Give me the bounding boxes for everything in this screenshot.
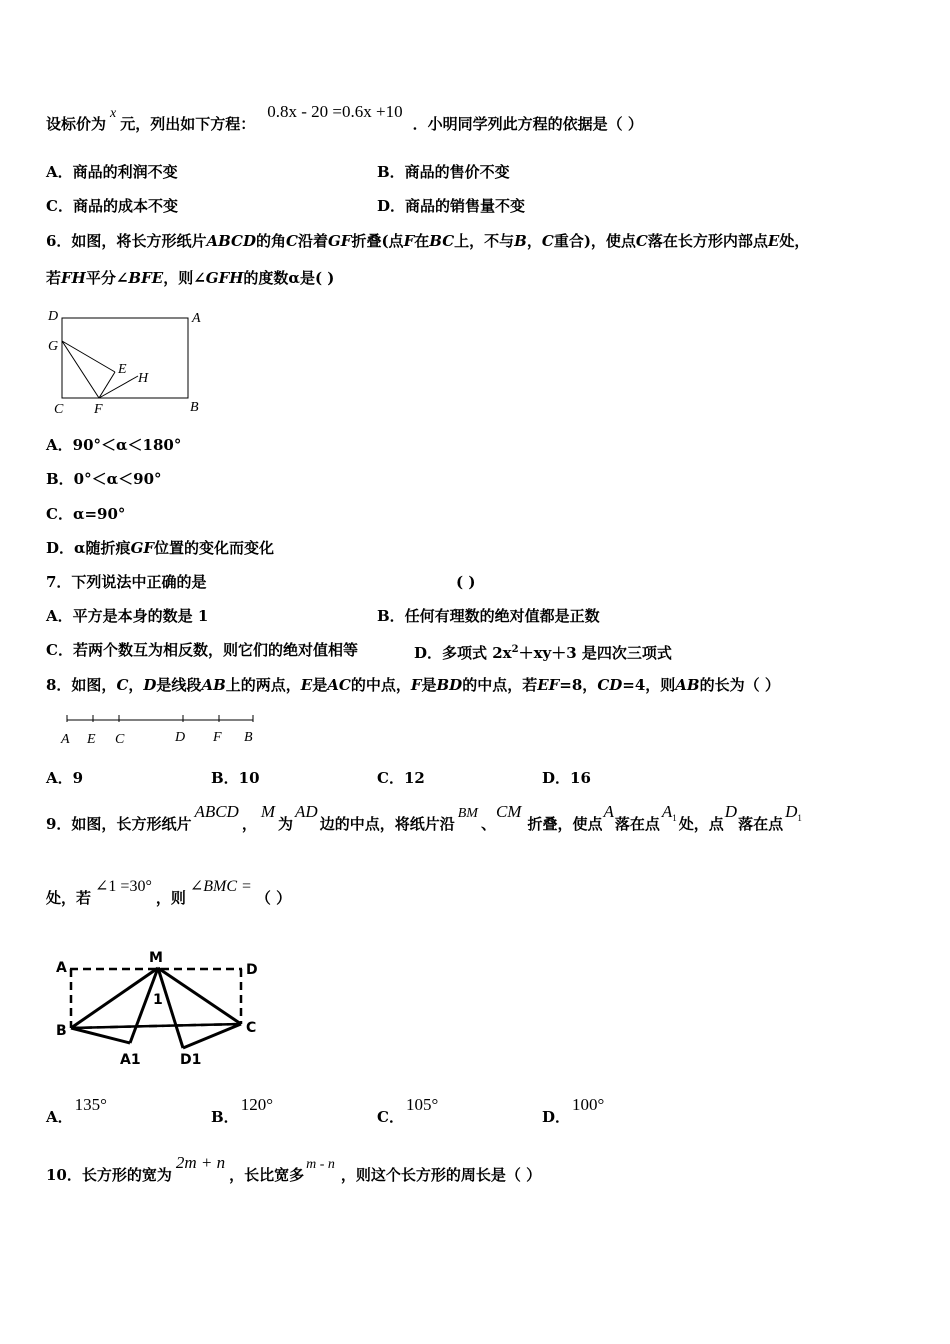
q9-option-b: B．120° <box>211 1095 273 1126</box>
q7-option-a: A．平方是本身的数是 1 <box>46 607 209 625</box>
q5-option-b: B．商品的售价不变 <box>377 163 510 181</box>
q8-label-a: A <box>61 732 70 747</box>
q8-option-d: D．16 <box>542 769 591 787</box>
q9-option-a: A．135° <box>46 1095 107 1126</box>
q9-label-angle-1: 1 <box>153 992 163 1008</box>
q9-segment-d1c <box>183 1024 241 1048</box>
q6-figure <box>44 306 214 416</box>
q6-label-f: F <box>94 402 103 417</box>
q9-label-b: B <box>56 1023 67 1039</box>
q6-option-b: B．0°＜α＜90° <box>46 470 162 488</box>
q6-label-h: H <box>138 371 149 386</box>
q7-paren: ( ) <box>456 573 476 591</box>
q10-stem: 10．长方形的宽为2m + n，长比宽多m - n，则这个长方形的周长是（ ） <box>46 1153 542 1184</box>
q8-label-b: B <box>244 730 253 745</box>
q6-rectangle <box>62 318 188 398</box>
q9-segment-md1 <box>158 968 183 1048</box>
q6-label-b: B <box>190 400 199 415</box>
q6-ray-fh <box>99 376 138 398</box>
q9-stem-line2: 处，若∠1 =30°，则∠BMC =（ ） <box>46 878 292 907</box>
q7-option-c: C．若两个数互为相反数，则它们的绝对值相等 <box>46 641 358 659</box>
q7-stem: 7．下列说法中正确的是 <box>46 573 207 591</box>
q6-stem-line2: 若FH平分∠BFE，则∠GFH的度数α是( ) <box>46 269 335 287</box>
q6-label-c: C <box>54 402 64 417</box>
q9-option-c: C．105° <box>377 1095 439 1126</box>
q10-diff-expr: m - n <box>306 1157 335 1172</box>
q6-option-d: D．α随折痕GF位置的变化而变化 <box>46 539 275 557</box>
q6-option-c: C．α=90° <box>46 505 126 523</box>
q9-fold-cm <box>158 968 241 1024</box>
q6-label-d: D <box>48 309 59 324</box>
q9-label-m: M <box>149 950 163 966</box>
q6-label-g: G <box>48 339 59 354</box>
q10-width-expr: 2m + n <box>175 1153 226 1172</box>
q9-figure <box>52 944 282 1074</box>
q9-fold-bm <box>71 968 158 1028</box>
q7-option-b: B．任何有理数的绝对值都是正数 <box>377 607 600 625</box>
q9-segment-ba1 <box>71 1028 130 1043</box>
q9-option-d: D．100° <box>542 1095 605 1126</box>
q5-option-d: D．商品的销售量不变 <box>377 197 526 215</box>
q5-var-x: x <box>110 106 117 121</box>
q9-label-d: D <box>246 962 258 978</box>
q9-label-d1: D1 <box>180 1052 202 1068</box>
q6-stem-line1: 6．如图，将长方形纸片ABCD的角C沿着GF折叠(点F在BC上，不与B，C重合)，使点C落在长方形内部点E处， <box>46 232 810 250</box>
q6-label-a: A <box>192 311 201 326</box>
q6-fold-gf <box>62 341 99 398</box>
q8-label-c: C <box>115 732 125 747</box>
q8-option-c: C．12 <box>377 769 425 787</box>
q9-label-c: C <box>246 1020 257 1036</box>
q8-label-d: D <box>175 730 186 745</box>
q8-figure <box>56 712 266 752</box>
q8-label-e: E <box>87 732 96 747</box>
q8-stem: 8．如图，C，D是线段AB上的两点，E是AC的中点，F是BD的中点，若EF=8，CD=4，则AB的长为（ ） <box>46 676 780 694</box>
q5-option-a: A．商品的利润不变 <box>46 163 178 181</box>
q8-option-b: B．10 <box>211 769 260 787</box>
q9-label-a1: A1 <box>120 1052 141 1068</box>
q8-label-f: F <box>213 730 222 745</box>
q8-option-a: A．9 <box>46 769 84 787</box>
q9-segment-bc <box>71 1024 241 1028</box>
q5-stem: 设标价为x元，列出如下方程：0.8x - 20 =0.6x +10．小明同学列此方程的依据是（ ） <box>46 102 643 133</box>
q7-option-d: D．多项式 $2x^2+xy+3$ 是四次三项式 <box>414 644 672 662</box>
q5-equation: 0.8x - 20 =0.6x +10 <box>267 102 403 121</box>
q6-label-e: E <box>118 362 127 377</box>
q9-label-a: A <box>56 960 67 976</box>
q6-segment-ef <box>99 372 115 398</box>
q9-stem-line1: 9．如图，长方形纸片ABCD，M为AD边的中点，将纸片沿BM、CM折叠，使点A落在点$A_1$ 处，点D落在点$D_1$ <box>46 802 802 833</box>
q5-option-c: C．商品的成本不变 <box>46 197 178 215</box>
q6-segment-ge <box>62 341 115 372</box>
q6-option-a: A．90°＜α＜180° <box>46 436 182 454</box>
